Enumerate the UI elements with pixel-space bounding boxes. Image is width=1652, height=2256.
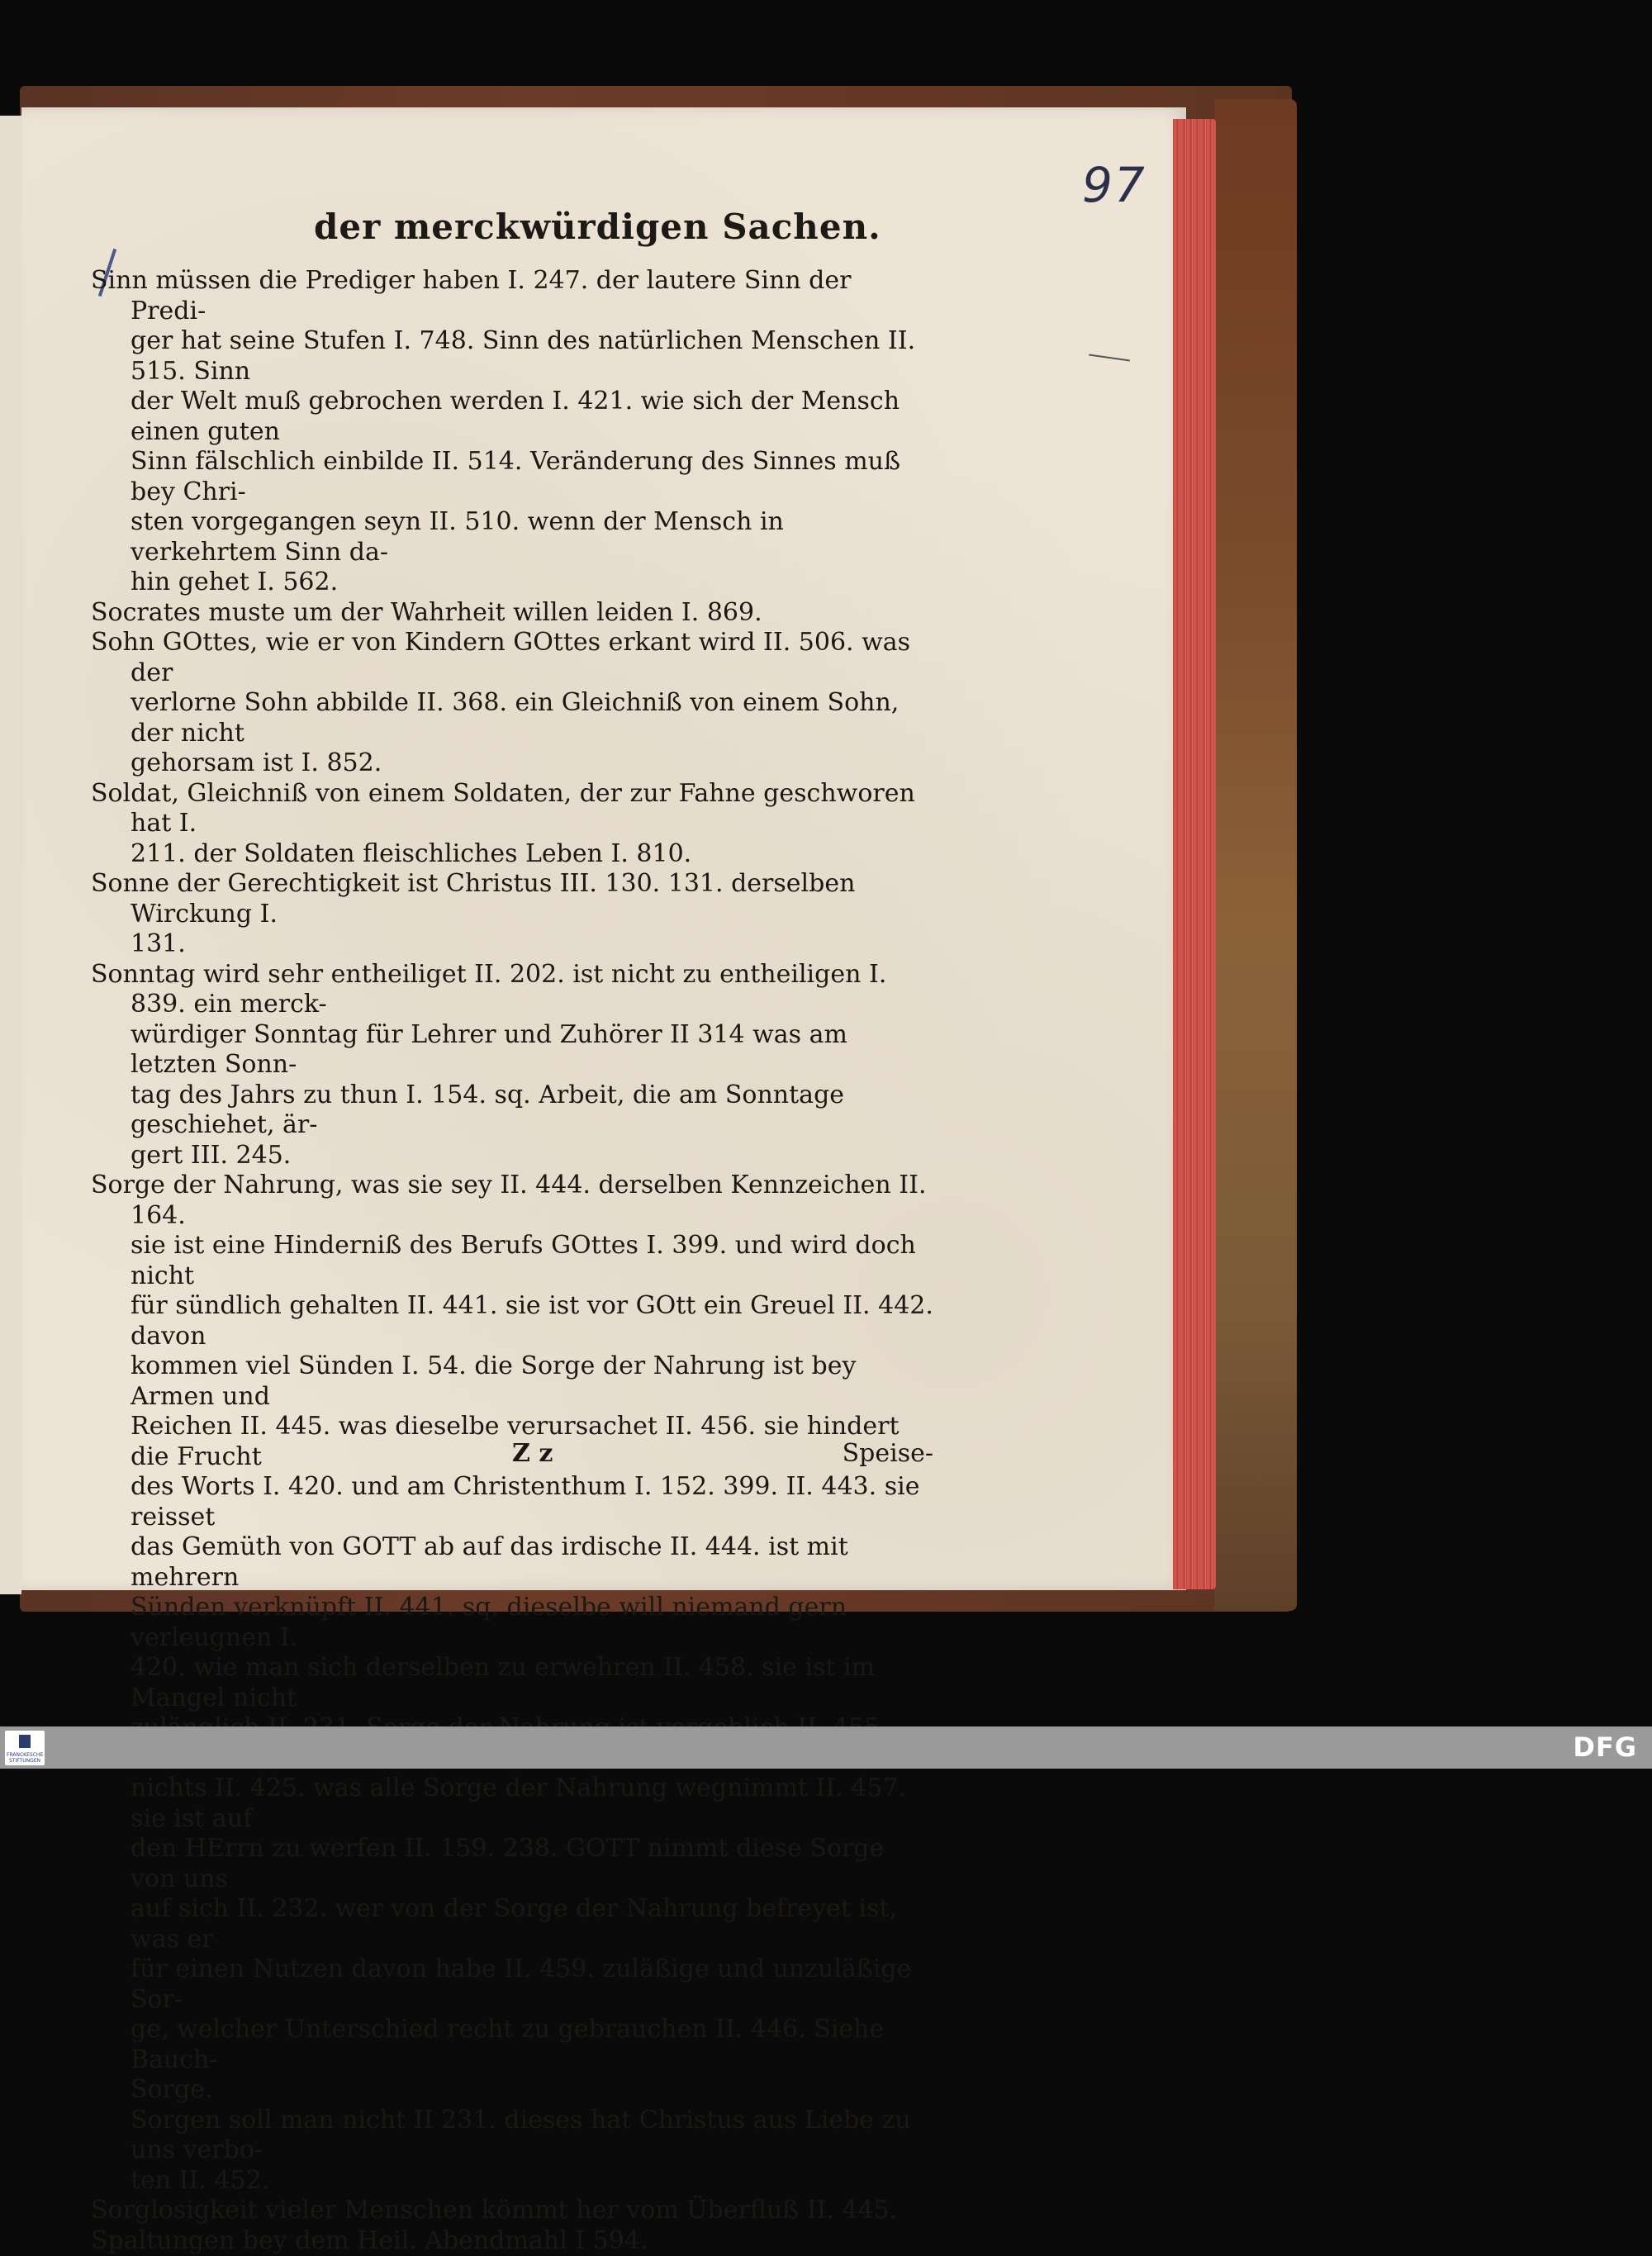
running-header: der merckwürdigen Sachen. bbox=[314, 207, 881, 247]
entry-line: hin gehet I. 562. bbox=[131, 568, 338, 596]
entry-line: sie ist eine Hinderniß des Berufs GOttes I. 399. und wird doch nicht bbox=[131, 1231, 916, 1290]
entry-line: Spaltungen bey dem Heil. Abendmahl I 594. bbox=[91, 2226, 648, 2255]
entry-line: Sünden verknüpft II. 441. sq. dieselbe will niemand gern verleugnen I. bbox=[131, 1593, 847, 1652]
entry-line: ge, welcher Unterschied recht zu gebrauchen II. 446. Siehe Bauch- bbox=[131, 2015, 884, 2074]
catchword: Speise- bbox=[843, 1439, 933, 1468]
entry-line: ten II. 452. bbox=[131, 2166, 269, 2195]
index-entry-sinn bbox=[91, 266, 933, 598]
logo-mark-icon bbox=[19, 1735, 31, 1748]
entry-line: verlorne Sohn abbilde II. 368. ein Gleichniß von einem Sohn, der nicht bbox=[131, 688, 899, 748]
entry-line: für sündlich gehalten II. 441. sie ist vor GOtt ein Greuel II. 442. davon bbox=[131, 1291, 933, 1351]
entry-line: würdiger Sonntag für Lehrer und Zuhörer II 314 was am letzten Sonn- bbox=[131, 1020, 847, 1080]
signature-mark: Z z bbox=[512, 1439, 553, 1468]
entry-line: Sohn GOttes, wie er von Kindern GOttes erkant wird II. 506. was der bbox=[91, 628, 910, 687]
red-page-edges bbox=[1173, 119, 1216, 1589]
entry-line: Sonne der Gerechtigkeit ist Christus III. 130. 131. derselben Wirckung I. bbox=[91, 869, 855, 929]
entry-line: den HErrn zu werfen II. 159. 238. GOTT nimmt diese Sorge von uns bbox=[131, 1834, 884, 1893]
index-entry-sonntag bbox=[91, 960, 933, 1171]
entry-line: ger hat seine Stufen I. 748. Sinn des natürlichen Menschen II. 515. Sinn bbox=[131, 326, 915, 386]
entry-line: Sorglosigkeit vieler Menschen kömmt her vom Überfluß II. 445. bbox=[91, 2196, 897, 2225]
entry-line: 211. der Soldaten fleischliches Leben I. 810. bbox=[131, 839, 691, 868]
entry-line: tag des Jahrs zu thun I. 154. sq. Arbeit, die am Sonntage geschiehet, är- bbox=[131, 1081, 844, 1140]
entry-line: das Gemüth von GOTT ab auf das irdische II. 444. ist mit mehrern bbox=[131, 1532, 848, 1592]
entry-line: Sorge. bbox=[131, 2075, 212, 2104]
entry-line: Reichen II. 445. was dieselbe verursachet II. 456. sie hindert die Frucht bbox=[131, 1412, 900, 1471]
entry-line: für einen Nutzen davon habe II. 459. zuläßige und unzuläßige Sor- bbox=[131, 1954, 911, 2014]
index-entries bbox=[91, 266, 933, 2256]
entry-line: Sorge der Nahrung, was sie sey II. 444. derselben Kennzeichen II. 164. bbox=[91, 1171, 927, 1230]
folio-number: 97 bbox=[1082, 157, 1146, 213]
entry-line: nichts II. 425. was alle Sorge der Nahrung wegnimmt II. 457. sie ist auf bbox=[131, 1774, 906, 1833]
index-entry-spaltungen bbox=[91, 2226, 933, 2256]
viewer-footer-bar bbox=[0, 1726, 1652, 1769]
entry-line: der Welt muß gebrochen werden I. 421. wie sich der Mensch einen guten bbox=[131, 387, 900, 446]
dfg-logo: DFG bbox=[1573, 1731, 1637, 1763]
entry-line: sten vorgegangen seyn II. 510. wenn der Mensch in verkehrtem Sinn da- bbox=[131, 507, 784, 567]
entry-line: 420. wie man sich derselben zu erwehren II. 458. sie ist im Mangel nicht bbox=[131, 1653, 875, 1712]
entry-line: Sinn fälschlich einbilde II. 514. Veränderung des Sinnes muß bey Chri- bbox=[131, 447, 900, 506]
index-entry-sorglosigkeit bbox=[91, 2196, 933, 2226]
index-entry-sonne bbox=[91, 869, 933, 960]
page-footer-text bbox=[91, 1439, 933, 1472]
index-entry-sorge bbox=[91, 1171, 933, 2106]
entry-line: gehorsam ist I. 852. bbox=[131, 748, 382, 777]
entry-line: Soldat, Gleichniß von einem Soldaten, der zur Fahne geschworen hat I. bbox=[91, 779, 915, 838]
entry-line: Socrates muste um der Wahrheit willen leiden I. 869. bbox=[91, 598, 762, 627]
facing-page-edge bbox=[0, 116, 21, 1594]
index-entry-sorgen bbox=[91, 2106, 933, 2197]
entry-line: Sorgen soll man nicht II 231. dieses hat Christus aus Liebe zu uns verbo- bbox=[131, 2106, 911, 2165]
index-entry-socrates bbox=[91, 598, 933, 629]
entry-line: des Worts I. 420. und am Christenthum I. 152. 399. II. 443. sie reisset bbox=[131, 1472, 919, 1532]
entry-line: 131. bbox=[131, 929, 186, 958]
logo-text: FRANCKESCHE STIFTUNGEN bbox=[7, 1752, 43, 1764]
entry-line: gert III. 245. bbox=[131, 1141, 291, 1170]
entry-line: Sinn müssen die Prediger haben I. 247. der lautere Sinn der Predi- bbox=[91, 266, 851, 325]
index-entry-sohn bbox=[91, 628, 933, 779]
entry-line: Sonntag wird sehr entheiliget II. 202. ist nicht zu entheiligen I. 839. ein merck- bbox=[91, 960, 886, 1019]
entry-line: kommen viel Sünden I. 54. die Sorge der Nahrung ist bey Armen und bbox=[131, 1351, 856, 1411]
book-spine bbox=[1214, 99, 1297, 1611]
index-entry-soldat bbox=[91, 779, 933, 870]
institution-logo bbox=[5, 1731, 45, 1765]
entry-line: auf sich II. 232. wer von der Sorge der Nahrung befreyet ist, was er bbox=[131, 1894, 897, 1954]
